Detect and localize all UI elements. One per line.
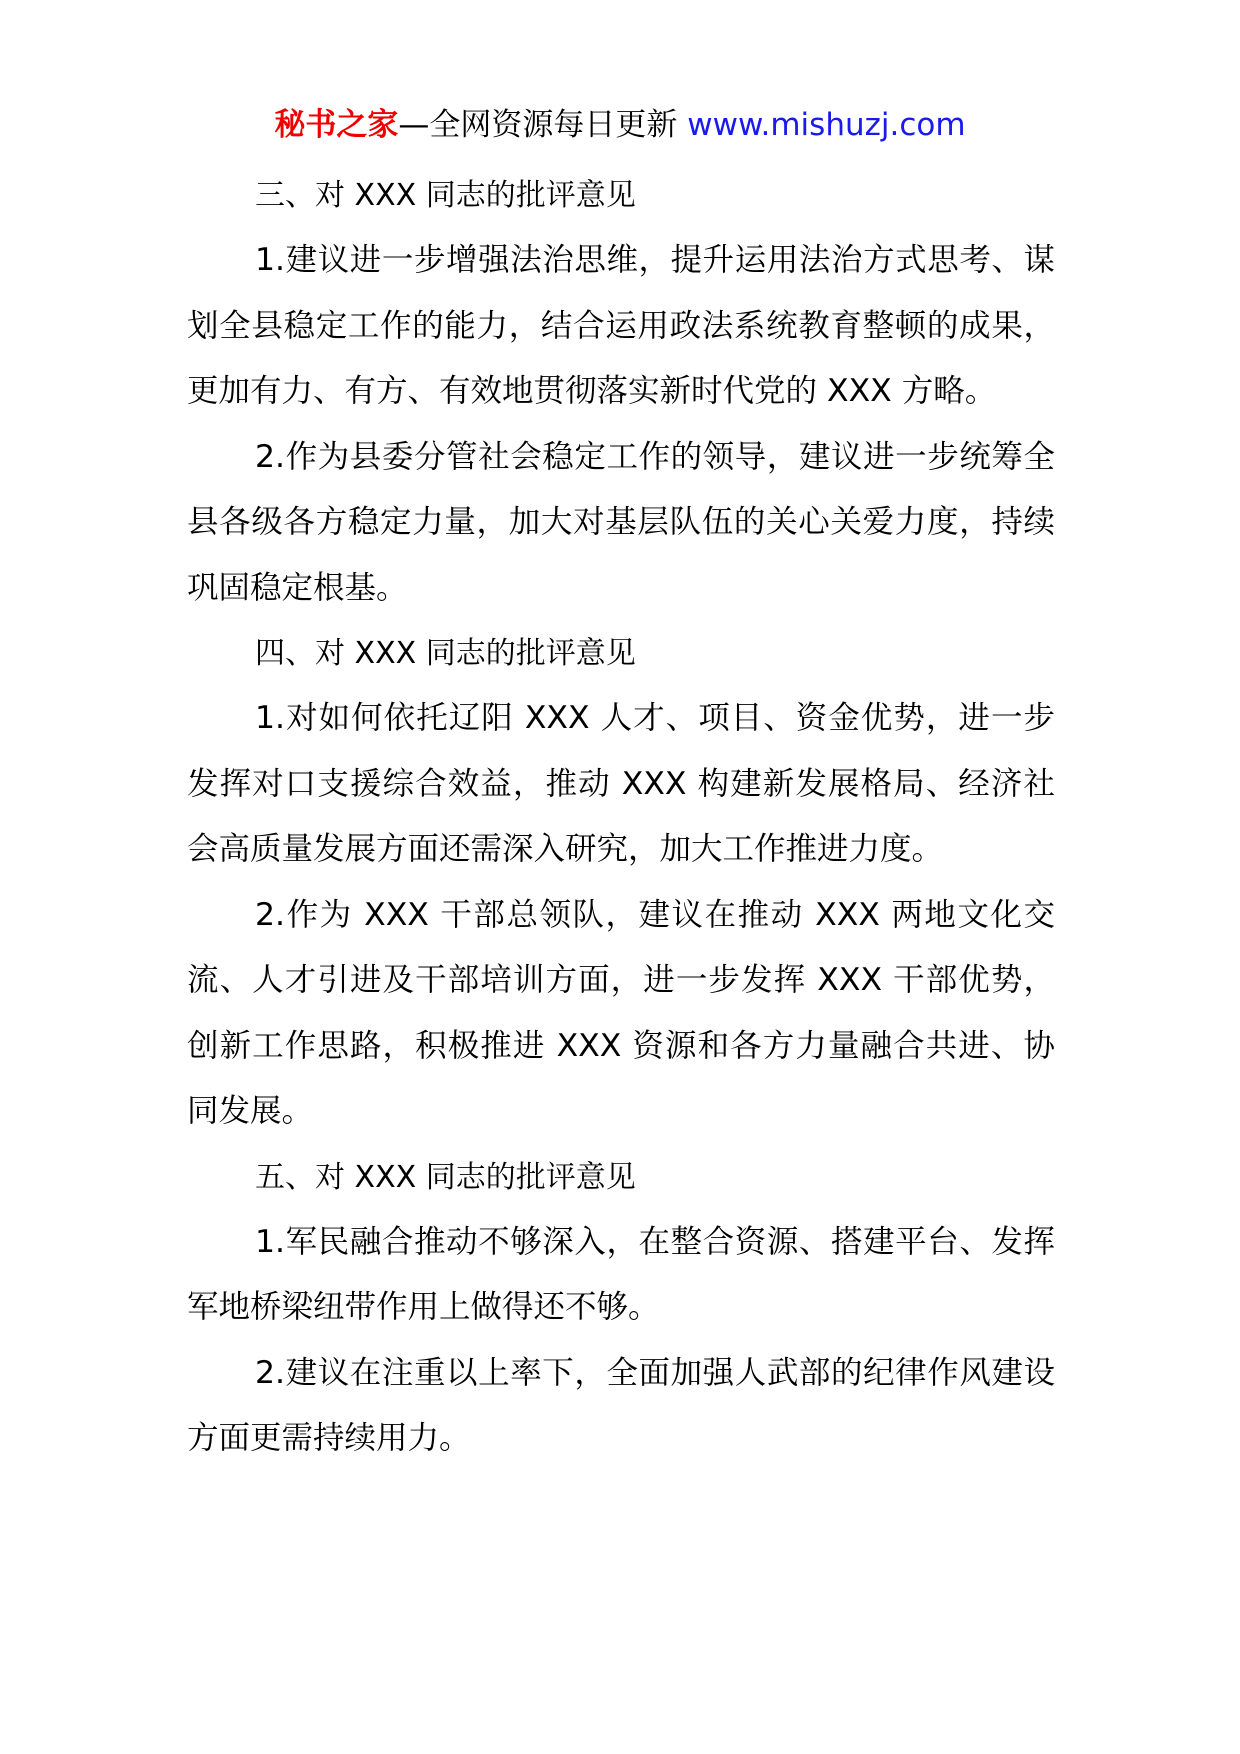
paragraph: 1.对如何依托辽阳 XXX 人才、项目、资金优势，进一步发挥对口支援综合效益，推动 XXX 构建新发展格局、经济社会高质量发展方面还需深入研究，加大工作推进力度。 [187,700,1055,867]
section-heading: 四、对 XXX 同志的批评意见 [255,636,636,671]
paragraph: 1.军民融合推动不够深入，在整合资源、搭建平台、发挥军地桥梁纽带作用上做得还不够。 [187,1223,1055,1325]
site-header [0,103,1240,147]
paragraph: 2.作为 XXX 干部总领队，建议在推动 XXX 两地文化交流、人才引进及干部培训方面，进一步发挥 XXX 干部优势，创新工作思路，积极推进 XXX 资源和各方力量融合共进、协同发展。 [187,896,1055,1129]
paragraph: 1.建议进一步增强法治思维，提升运用法治方式思考、谋划全县稳定工作的能力，结合运用政法系统教育整顿的成果，更加有力、有方、有效地贯彻落实新时代党的 XXX 方略。 [187,242,1055,409]
site-brand: 秘书之家 [274,107,399,143]
section-4 [187,621,1055,1145]
section-heading: 三、对 XXX 同志的批评意见 [255,178,636,213]
document-body [187,163,1055,1472]
section-heading: 五、对 XXX 同志的批评意见 [255,1159,636,1195]
section-3 [187,163,1055,621]
section-5 [187,1145,1055,1472]
site-tagline: —全网资源每日更新 [398,107,688,143]
paragraph: 2.建议在注重以上率下，全面加强人武部的纪律作风建设方面更需持续用力。 [187,1354,1055,1456]
site-url-link[interactable]: www.mishuzj.com [687,107,966,143]
paragraph: 2.作为县委分管社会稳定工作的领导，建议进一步统筹全县各级各方稳定力量，加大对基层队伍的关心关爱力度，持续巩固稳定根基。 [187,438,1055,606]
